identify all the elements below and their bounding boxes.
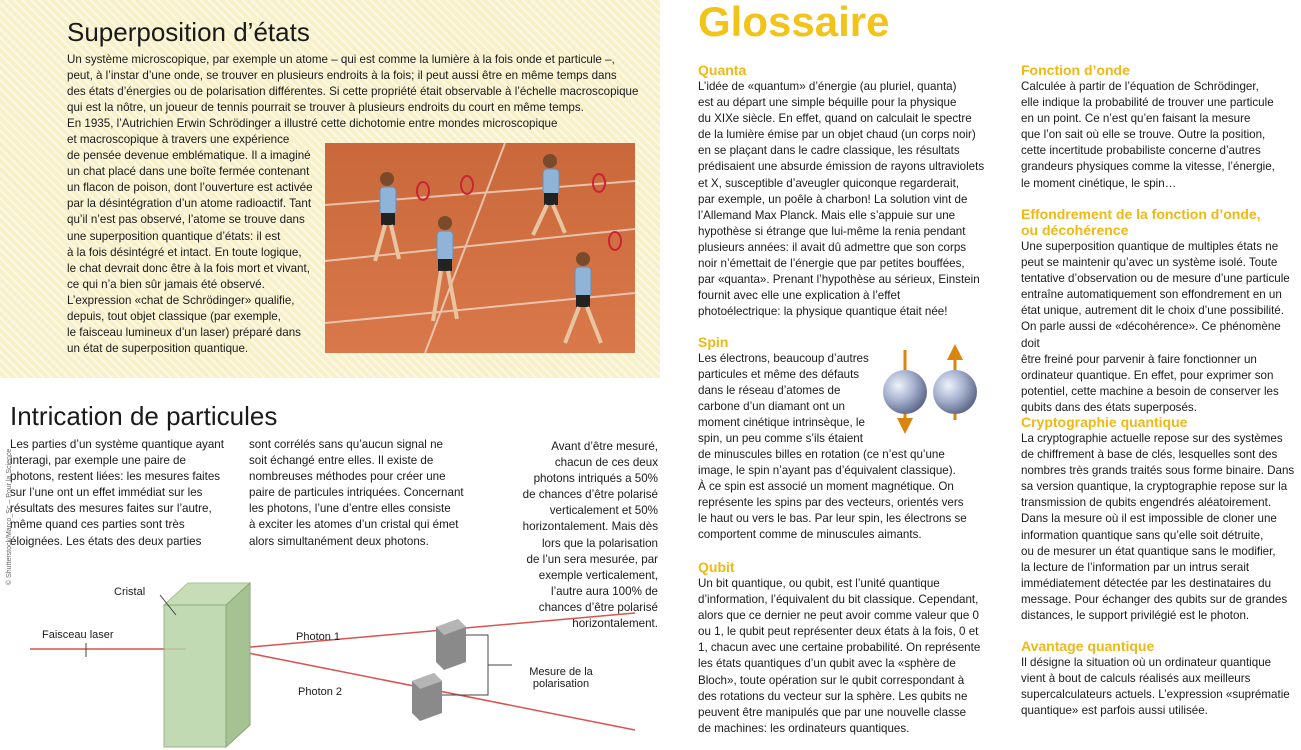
label-mesure-polarisation: Mesure de la polarisation bbox=[529, 666, 593, 690]
superposition-text-narrow: et macroscopique à travers une expérience de pensée devenue emblématique. Il a imaginé un chat placé dans une boîte fermée contenant un flacon de poison, dont l’ouverture est activée par la désintégration d’un atome radioactif. Tant qu’il n’est pas observé, l’atome se trouve dans une superposition quantique d’états: il est à la fois désintégré et intact. En toute logique, le chat devrait donc être à la fois mort et vivant, ce qui n’a bien sûr jamais été observé. L’expression «chat de Schrödinger» qualifie, depuis, tout objet classique (par exemple, le faisceau lumineux d’un laser) préparé dans un état de superposition quantique. bbox=[67, 133, 313, 356]
label-cristal: Cristal bbox=[114, 586, 146, 598]
tennis-court-photo bbox=[325, 143, 635, 353]
qubit-title: Qubit bbox=[698, 559, 735, 575]
quanta-title: Quanta bbox=[698, 62, 747, 78]
label-faisceau-laser: Faisceau laser bbox=[42, 629, 114, 641]
glossaire-title: Glossaire bbox=[698, 0, 890, 45]
avantage-title: Avantage quantique bbox=[1021, 638, 1155, 654]
fonction-onde-text: Calculée à partir de l’équation de Schrödinger, elle indique la probabilité de trouver une particule en un point. Ce n’est qu’en faisant la mesure que l’on sait où elle se trouve. Outre la position, cette incertitude probabiliste concerne d’autres grandeurs physiques comme la vitesse, l’énergie, le moment cinétique, le spin… bbox=[1021, 80, 1275, 190]
spin-spheres-illustration bbox=[875, 340, 985, 440]
label-photon2: Photon 2 bbox=[298, 686, 343, 698]
avantage-text: Il désigne la situation où un ordinateur quantique vient à bout de calculs réalisés aux meilleurs supercalculateurs actuels. L’expression «suprématie quantique» est parfois aussi utilisée. bbox=[1021, 656, 1290, 718]
effondrement-title: Effondrement de la fonction d’onde, ou décohérence bbox=[1021, 206, 1261, 238]
polarizer-2 bbox=[412, 673, 442, 721]
qubit-text: Un bit quantique, ou qubit, est l’unité quantique d’information, l’équivalent du bit classique. Cependant, alors que ce dernier ne peut avoir comme valeur que 0 ou 1, le qubit peut représenter deux états à la fois, 0 et 1, chacun avec une certaine probabilité. On représente les états quantiques d’un qubit avec la «sphère de Bloch», toute opération sur le qubit correspondant à des rotations du vecteur sur la sphère. Les qubits ne peuvent être manipulés que par une nouvelle classe de machines: les ordinateurs quantiques. bbox=[698, 577, 981, 735]
crystal-block bbox=[164, 583, 250, 747]
quanta-text: L’idée de «quantum» d’énergie (au pluriel, quanta) est au départ une simple béquille pour la physique du XIXe siècle. En effet, quand on calculait le spectre de la lumière émise par un objet chaud (un corps noir) en se plaçant dans le cadre classique, les résultats prédisaient une absurde émission de rayons ultraviolets et X, susceptible d’aveugler quiconque regarderait, par exemple, un poêle à charbon! La solution vint de l’Allemand Max Planck. Mais elle s’appuie sur une hypothèse si étrange que lui-même la renia pendant plusieurs années: il avait dû admettre que son corps noir n’émettait de l’énergie que par petites bouffées, par «quanta». Prenant l’hypothèse au sérieux, Einstein fournit avec elle une explication à l’effet photoélectrique: la physique quantique était née! bbox=[698, 80, 985, 319]
effondrement-text: Une superposition quantique de multiples états ne peut se maintenir qu’avec un système isolé. Toute tentative d’observation ou de mesure d’une particule entraîne automatiquement son effondrement en un état unique, autrement dit le choix d’une possibilité. On parle aussi de «décohérence». Ce phénomène doit être freiné pour parvenir à faire fonctionner un ordinateur quantique. En effet, pour exprimer son potentiel, cette machine a besoin de conserver les qubits dans des états superposés. bbox=[1021, 240, 1290, 414]
fonction-onde-title: Fonction d’onde bbox=[1021, 62, 1130, 78]
intrication-title: Intrication de particules bbox=[10, 401, 278, 431]
intrication-col2: sont corrélés sans qu’aucun signal ne soit échangé entre elles. Il existe de nombreuses méthodes pour créer une paire de particules intriquées. Concernant les photons, l’une d’entre elles consiste à exciter les atomes d’un cristal qui émet alors simultanément deux photons. bbox=[249, 438, 464, 548]
intrication-col1: Les parties d’un système quantique ayant interagi, par exemple une paire de photons, restent liées: les mesures faites sur l’une ont un effet immédiat sur les résultats des mesures faites sur l’autre, même quand ces parties sont très éloignées. Les états des deux parties bbox=[10, 438, 224, 548]
entanglement-diagram bbox=[0, 575, 660, 750]
cryptographie-text: La cryptographie actuelle repose sur des systèmes de chiffrement à base de clés, lesquelles sont des nombres très grands traités sous forme binaire. Dans sa version quantique, la cryptographie repose sur la transmission de qubits engendrés aléatoirement. Dans la mesure où il est impossible de cloner une information quantique sans qu’elle soit détruite, ou de mesurer un état quantique sans le modifier, la lecture de l’information par un intrus serait immédiatement détectée par les destinataires du message. Pour échanger des qubits sur de grandes distances, le support privilégié est le photon. bbox=[1021, 432, 1295, 623]
intrication-caption: Avant d’être mesuré, chacun de ces deux photons intriqués a 50% de chances d’être polarisé verticalement et 50% horizontalement. Mais dès lors que la polarisation de l’un sera mesurée, par exemple verticalement, l’autre aura 100% de chances d’être polarisé horizontalement. bbox=[522, 440, 658, 631]
photon1-beam bbox=[228, 613, 635, 649]
spin-text-narrow: Les électrons, beaucoup d’autres particules et même des défauts dans le réseau d’atomes de carbone d’un diamant ont un moment cinétique intrinsèque, le spin, un peu comme s’ils étaient bbox=[698, 352, 869, 446]
spin-text-full: de minuscules billes en rotation (ce n’est qu’une image, le spin n’ayant pas d’équivalent classique). À ce spin est associé un moment magnétique. On représente les spins par des vecteurs, orientés vers le haut ou vers le bas. Par leur spin, les électrons se comportent comme de minuscules aimants. bbox=[698, 448, 967, 542]
photo-credit: © Shutterstock/Marco_Sc – Pour la Science bbox=[6, 448, 13, 585]
label-photon1: Photon 1 bbox=[296, 631, 341, 643]
superposition-title: Superposition d’états bbox=[67, 17, 310, 47]
cryptographie-title: Cryptographie quantique bbox=[1021, 414, 1188, 430]
spin-title: Spin bbox=[698, 334, 729, 350]
spin-down-sphere bbox=[883, 350, 927, 434]
tennis-photo-illustration bbox=[325, 143, 635, 353]
polarizer-1 bbox=[436, 619, 466, 670]
spin-up-sphere bbox=[933, 344, 977, 420]
superposition-text-full: Un système microscopique, par exemple un atome – qui est comme la lumière à la fois onde et particule –, peut, à l’instar d’une onde, se trouver en plusieurs endroits à la fois; il peut aussi être en même temps dans des états d’énergies ou de polarisation différentes. Si cette propriété était observable à l’échelle macroscopique qui est la nôtre, un joueur de tennis pourrait se trouver à plusieurs endroits du court en même temps. En 1935, l’Autrichien Erwin Schrödinger a illustré cette dichotomie entre mondes microscopique bbox=[67, 53, 639, 131]
